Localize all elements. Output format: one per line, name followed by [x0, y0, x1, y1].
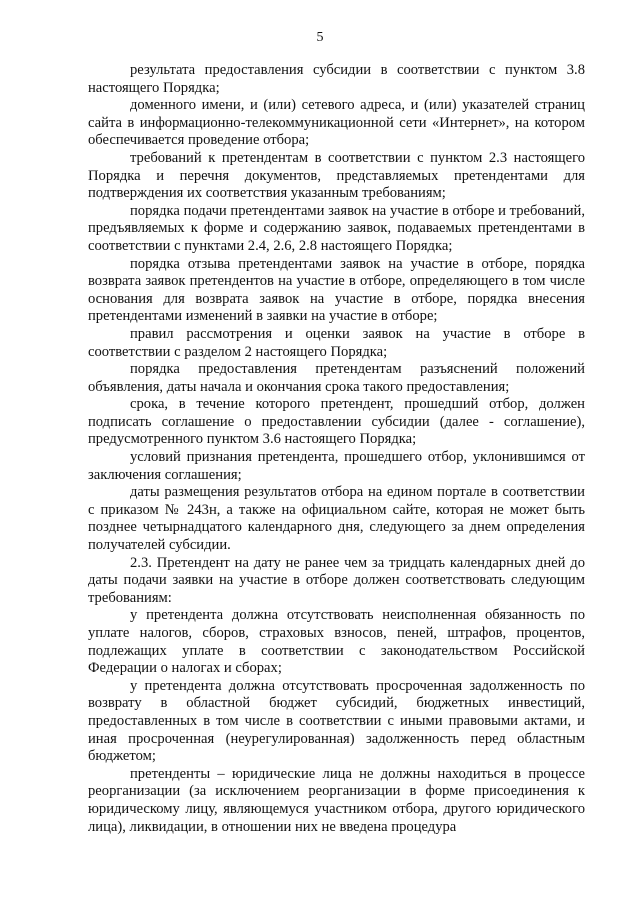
paragraph: порядка предоставления претендентам разъяснений положений объявления, даты начала и окончания срока такого предоставления;	[88, 361, 585, 395]
paragraph: доменного имени, и (или) сетевого адреса, и (или) указателей страниц сайта в информационно-телекоммуникационной сети «Интернет», на котором обеспечивается проведение отбора;	[88, 97, 585, 149]
paragraph: порядка отзыва претендентами заявок на участие в отборе, порядка возврата заявок претендентов на участие в отборе, определяющего в том числе основания для возврата заявок на участие в отборе, порядка внесения претендентами изменений в заявки на участие в отборе;	[88, 255, 585, 325]
paragraph: претенденты – юридические лица не должны находиться в процессе реорганизации (за исключением реорганизации в форме присоединения к юридическому лицу, являющемуся участником отбора, другого юридического лица), ликвидации, в отношении них не введена процедура	[88, 765, 585, 835]
paragraph: условий признания претендента, прошедшего отбор, уклонившимся от заключения соглашения;	[88, 449, 585, 483]
paragraph: порядка подачи претендентами заявок на участие в отборе и требований, предъявляемых к форме и содержанию заявок, подаваемых претендентами в соответствии с пунктами 2.4, 2.6, 2.8 настоящего Порядка;	[88, 202, 585, 254]
document-body	[88, 62, 585, 836]
paragraph: даты размещения результатов отбора на едином портале в соответствии с приказом № 243н, а также на официальном сайте, которая не может быть позднее четырнадцатого календарного дня, следующего за днем определения получателей субсидии.	[88, 484, 585, 554]
paragraph: срока, в течение которого претендент, прошедший отбор, должен подписать соглашение о предоставлении субсидии (далее - соглашение), предусмотренного пунктом 3.6 настоящего Порядка;	[88, 396, 585, 448]
paragraph: требований к претендентам в соответствии с пунктом 2.3 настоящего Порядка и перечня документов, представляемых претендентами для подтверждения их соответствия указанным требованиям;	[88, 149, 585, 202]
section-paragraph: 2.3. Претендент на дату не ранее чем за тридцать календарных дней до даты подачи заявки на участие в отборе должен соответствовать следующим требованиям:	[88, 554, 585, 606]
paragraph: у претендента должна отсутствовать просроченная задолженность по возврату в областной бюджет субсидий, бюджетных инвестиций, предоставленных в том числе в соответствии с иными правовыми актами, и иная просроченная (неурегулированная) задолженность перед областным бюджетом;	[88, 677, 585, 765]
paragraph: правил рассмотрения и оценки заявок на участие в отборе в соответствии с разделом 2 настоящего Порядка;	[88, 325, 585, 360]
page-number: 5	[316, 30, 324, 45]
paragraph: у претендента должна отсутствовать неисполненная обязанность по уплате налогов, сборов, страховых взносов, пеней, штрафов, процентов, подлежащих уплате в соответствии с законодательством Российской Федерации о налогах и сборах;	[88, 607, 585, 677]
paragraph: результата предоставления субсидии в соответствии с пунктом 3.8 настоящего Порядка;	[88, 62, 585, 96]
